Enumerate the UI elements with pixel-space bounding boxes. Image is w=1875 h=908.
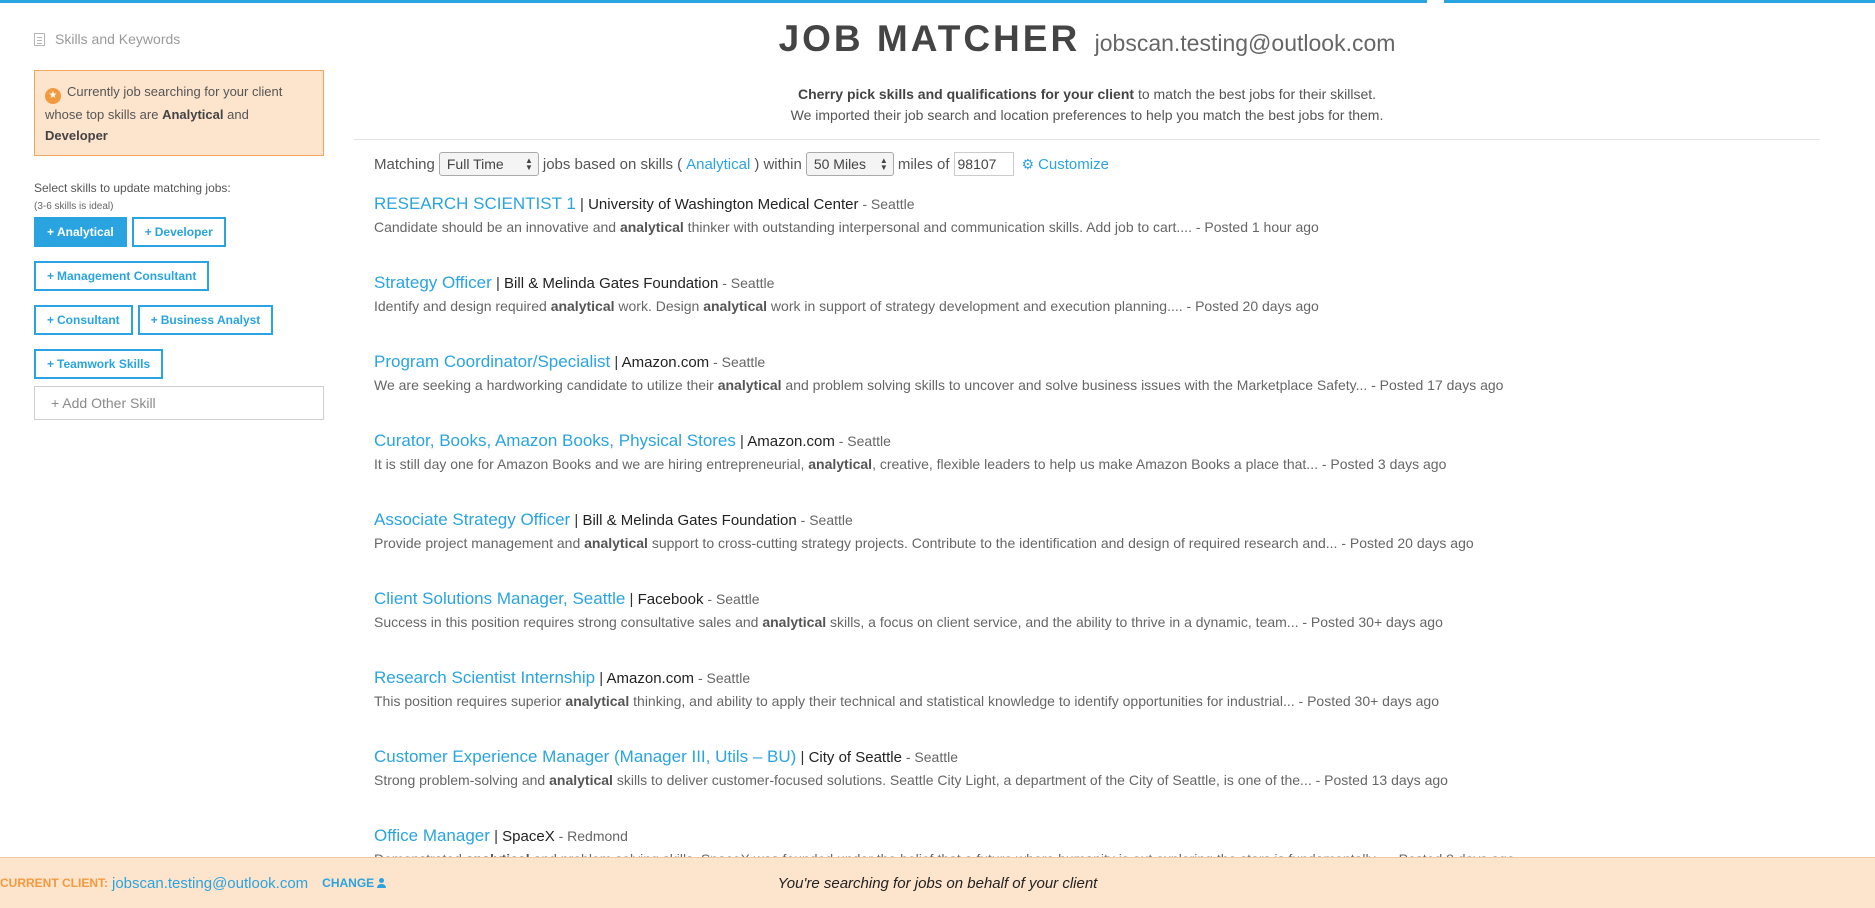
- plus-icon: +: [47, 357, 55, 371]
- filter-skill-link[interactable]: Analytical: [686, 155, 751, 173]
- job-desc-keyword: analytical: [619, 219, 684, 235]
- job-title-link[interactable]: Research Scientist Internship: [374, 668, 596, 687]
- ideal-skills-hint: (3-6 skills is ideal): [34, 201, 114, 212]
- job-listing: [374, 510, 1820, 589]
- skill-button-consultant[interactable]: [34, 305, 133, 335]
- job-desc-text: thinking, and ability to apply their technical and statistical knowledge to identify opportunities for industrial... - Posted 30+ days ago: [629, 693, 1440, 709]
- notice-text: Currently job searching for your client whose top skills are: [45, 84, 283, 122]
- job-location: Seattle: [715, 591, 760, 607]
- skill-button-management-consultant[interactable]: [34, 261, 209, 291]
- job-title-link[interactable]: Client Solutions Manager, Seattle: [374, 589, 626, 608]
- job-desc-text: Identify and design required: [374, 298, 551, 314]
- job-separator: |: [570, 512, 583, 529]
- job-company: Facebook: [637, 591, 704, 608]
- client-email: jobscan.testing@outlook.com: [1094, 30, 1396, 56]
- plus-icon: +: [150, 313, 158, 327]
- job-title-link[interactable]: Strategy Officer: [374, 273, 492, 292]
- notice-skill-2: Developer: [45, 128, 108, 143]
- job-separator: |: [491, 275, 505, 292]
- job-location: Seattle: [730, 275, 775, 291]
- change-client-button[interactable]: [322, 876, 387, 890]
- filter-miles-of-label: miles of: [897, 155, 950, 173]
- client-notice: [34, 70, 324, 156]
- job-listing: [374, 273, 1820, 352]
- job-list: [374, 194, 1820, 905]
- job-header: [374, 589, 1820, 610]
- star-icon: ★: [45, 88, 61, 104]
- job-desc-text: and problem solving skills to uncover and solve business issues with the Marketplace Safety... - Posted 17 days ago: [781, 377, 1504, 393]
- plus-icon: +: [47, 269, 55, 283]
- job-company: University of Washington Medical Center: [588, 196, 859, 213]
- job-description: [374, 217, 1820, 237]
- job-listing: [374, 352, 1820, 431]
- skill-label: Business Analyst: [160, 313, 261, 327]
- job-desc-text: work in support of strategy development and execution planning.... - Posted 20 days ago: [767, 298, 1319, 314]
- distance-value: 50 Miles: [813, 156, 866, 172]
- job-title-link[interactable]: Program Coordinator/Specialist: [374, 352, 611, 371]
- change-label: CHANGE: [322, 876, 375, 890]
- notice-skill-1: Analytical: [162, 107, 224, 122]
- current-client-label: CURRENT CLIENT:: [0, 876, 108, 890]
- job-desc-text: We are seeking a hardworking candidate to utilize their: [374, 377, 718, 393]
- job-header: [374, 273, 1820, 294]
- job-desc-keyword: analytical: [584, 535, 648, 551]
- current-client-bar: [0, 857, 1875, 908]
- job-location: Seattle: [706, 670, 751, 686]
- job-header: [374, 352, 1820, 373]
- job-location-dash: -: [718, 275, 731, 291]
- customize-link[interactable]: Customize: [1038, 155, 1109, 173]
- job-title-link[interactable]: RESEARCH SCIENTIST 1: [374, 194, 576, 213]
- job-company: Amazon.com: [606, 670, 695, 687]
- job-listing: [374, 431, 1820, 510]
- sidebar-title: Skills and Keywords: [55, 31, 181, 47]
- skill-label: Management Consultant: [57, 269, 197, 283]
- job-location-dash: -: [796, 512, 810, 528]
- page-title: JOB MATCHER: [778, 18, 1081, 59]
- job-title-link[interactable]: Customer Experience Manager (Manager III, Utils – BU): [374, 747, 797, 766]
- filter-matching-label: Matching: [374, 155, 435, 173]
- filter-within-label: ) within: [754, 155, 802, 173]
- filter-jobs-based-label: jobs based on skills (: [542, 155, 683, 173]
- job-type-select[interactable]: [439, 152, 539, 176]
- select-arrows-icon: ▲ ▼: [524, 156, 533, 172]
- add-other-skill-input[interactable]: + Add Other Skill: [34, 386, 324, 420]
- distance-select[interactable]: [806, 152, 894, 176]
- job-company: Bill & Melinda Gates Foundation: [582, 512, 797, 529]
- job-separator: |: [735, 433, 748, 450]
- job-description: [374, 533, 1820, 553]
- plus-icon: +: [47, 313, 55, 327]
- job-location: Seattle: [809, 512, 853, 528]
- job-company: SpaceX: [502, 828, 555, 845]
- list-icon: [34, 33, 45, 46]
- plus-icon: +: [144, 225, 152, 239]
- job-header: [374, 747, 1820, 768]
- job-listing: [374, 589, 1820, 668]
- job-header: [374, 826, 1820, 847]
- skill-label: Consultant: [57, 313, 120, 327]
- job-location-dash: -: [703, 591, 716, 607]
- notice-and: and: [227, 107, 249, 122]
- job-company: Amazon.com: [621, 354, 710, 371]
- skill-button-business-analyst[interactable]: [138, 305, 274, 335]
- select-arrows-icon: ▲ ▼: [879, 156, 888, 172]
- gear-icon[interactable]: ⚙: [1021, 155, 1035, 172]
- job-desc-text: Provide project management and: [374, 535, 585, 551]
- skill-label: Developer: [154, 225, 213, 239]
- job-title-link[interactable]: Office Manager: [374, 826, 490, 845]
- top-progress-bar: [0, 0, 1427, 3]
- skill-button-teamwork-skills[interactable]: [34, 349, 163, 379]
- job-title-link[interactable]: Associate Strategy Officer: [374, 510, 571, 529]
- job-desc-text: thinker with outstanding interpersonal and communication skills. Add job to cart.... - Posted 1 hour ago: [683, 219, 1319, 235]
- job-desc-text: Candidate should be an innovative and: [374, 219, 620, 235]
- page-subtitle: [354, 84, 1820, 126]
- job-title-link[interactable]: Curator, Books, Amazon Books, Physical Stores: [374, 431, 736, 450]
- job-separator: |: [575, 196, 589, 213]
- job-desc-text: This position requires superior: [374, 693, 566, 709]
- job-header: [374, 431, 1820, 452]
- main-content: [354, 18, 1820, 905]
- job-desc-text: Strong problem-solving and: [374, 772, 550, 788]
- divider: [354, 139, 1820, 140]
- subtitle-bold: Cherry pick skills and qualifications for your client: [797, 86, 1135, 102]
- job-desc-keyword: analytical: [808, 456, 873, 472]
- job-location: Seattle: [721, 354, 766, 370]
- current-client-email[interactable]: jobscan.testing@outlook.com: [112, 874, 309, 892]
- job-location-dash: -: [694, 670, 707, 686]
- job-location-dash: -: [554, 828, 568, 844]
- filter-row: [374, 152, 1820, 176]
- job-desc-text: skills to deliver customer-focused solutions. Seattle City Light, a department of the City of Seattle, is one of the... - Posted 13 days ago: [612, 772, 1448, 788]
- job-separator: |: [625, 591, 638, 608]
- job-type-value: Full Time: [446, 156, 504, 172]
- job-location: Redmond: [567, 828, 628, 844]
- subtitle-rest: to match the best jobs for their skillset.: [1137, 86, 1377, 102]
- job-separator: |: [796, 749, 809, 766]
- behalf-message: You're searching for jobs on behalf of your client: [777, 874, 1098, 892]
- job-desc-text: skills, a focus on client service, and the ability to thrive in a dynamic, team... - Posted 30+ days ago: [826, 614, 1443, 630]
- job-separator: |: [610, 354, 622, 371]
- job-location-dash: -: [709, 354, 722, 370]
- job-desc-text: work. Design: [614, 298, 704, 314]
- user-edit-icon: [377, 878, 387, 888]
- job-listing: [374, 668, 1820, 747]
- job-location: Seattle: [914, 749, 958, 765]
- job-desc-text: , creative, flexible leaders to help us make Amazon Books a place that... - Posted 3 days ago: [872, 456, 1447, 472]
- job-desc-keyword: analytical: [549, 772, 613, 788]
- job-desc-keyword: analytical: [762, 614, 827, 630]
- sidebar-header: [34, 28, 324, 50]
- plus-icon: +: [47, 225, 55, 239]
- job-listing: [374, 194, 1820, 273]
- subtitle-line2: We imported their job search and location preferences to help you match the best jobs for them.: [790, 107, 1384, 123]
- job-description: [374, 691, 1820, 711]
- top-progress-bar-right: [1444, 0, 1875, 3]
- job-desc-text: Success in this position requires strong consultative sales and: [374, 614, 763, 630]
- job-desc-keyword: analytical: [565, 693, 630, 709]
- job-header: [374, 194, 1820, 215]
- title-row: [354, 18, 1820, 66]
- skill-buttons: [34, 217, 324, 379]
- select-skills-label: Select skills to update matching jobs:: [34, 181, 231, 195]
- job-desc-text: It is still day one for Amazon Books and we are hiring entrepreneurial,: [374, 456, 809, 472]
- job-header: [374, 510, 1820, 531]
- job-separator: |: [595, 670, 607, 687]
- skill-label: Teamwork Skills: [57, 357, 151, 371]
- job-location-dash: -: [834, 433, 848, 449]
- skill-button-analytical[interactable]: [34, 217, 127, 247]
- job-location: Seattle: [847, 433, 891, 449]
- zip-code-input[interactable]: 98107: [954, 152, 1014, 176]
- job-description: [374, 454, 1820, 474]
- job-header: [374, 668, 1820, 689]
- job-company: Amazon.com: [747, 433, 835, 450]
- skill-label: Analytical: [57, 225, 114, 239]
- sidebar: [34, 28, 324, 420]
- job-description: [374, 375, 1820, 395]
- job-listing: [374, 747, 1820, 826]
- job-desc-keyword: analytical: [703, 298, 768, 314]
- job-description: [374, 770, 1820, 790]
- job-desc-keyword: analytical: [717, 377, 782, 393]
- job-company: City of Seattle: [808, 749, 902, 766]
- job-location-dash: -: [858, 196, 871, 212]
- job-location: Seattle: [870, 196, 915, 212]
- job-desc-text: support to cross-cutting strategy projects. Contribute to the identification and design of required research and... - Posted 20 days ago: [647, 535, 1474, 551]
- skill-button-developer[interactable]: [132, 217, 226, 247]
- job-separator: |: [489, 828, 503, 845]
- job-description: [374, 612, 1820, 632]
- job-location-dash: -: [901, 749, 915, 765]
- job-description: [374, 296, 1820, 316]
- job-company: Bill & Melinda Gates Foundation: [504, 275, 719, 292]
- job-desc-keyword: analytical: [550, 298, 615, 314]
